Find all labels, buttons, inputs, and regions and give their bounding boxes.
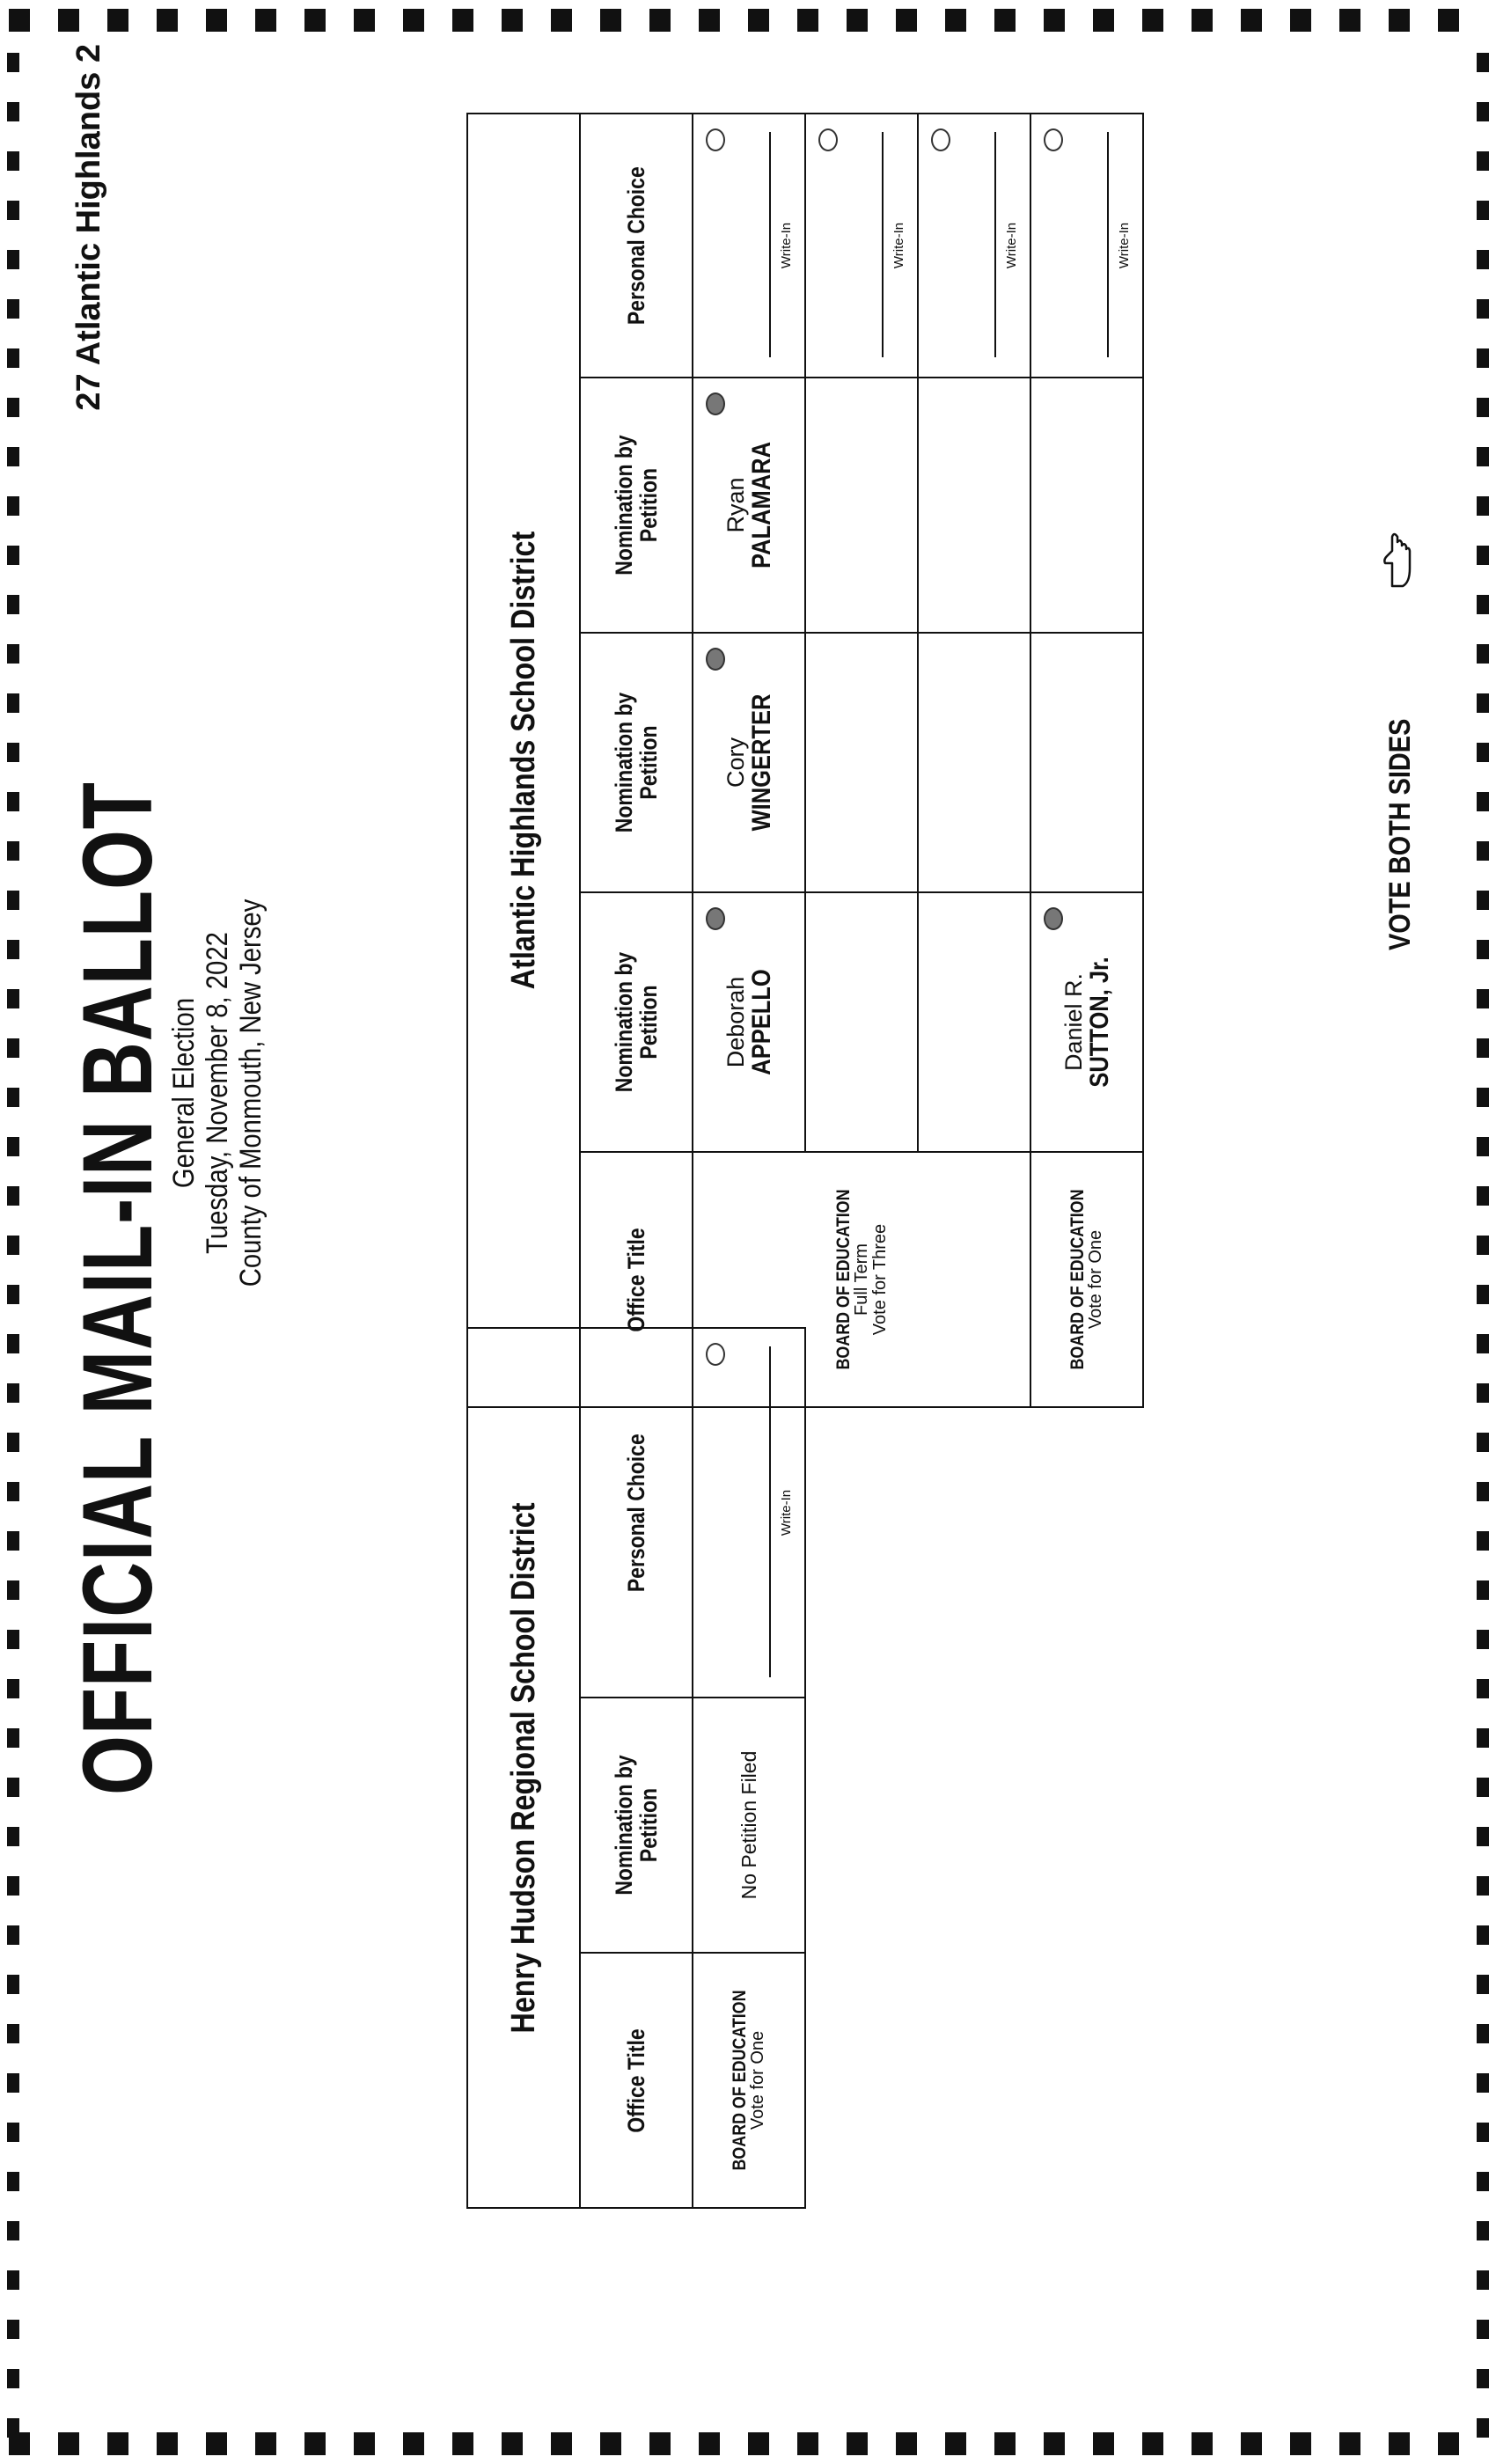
- district-title: Henry Hudson Regional School District: [467, 1394, 580, 2142]
- write-in-cell[interactable]: [693, 114, 805, 378]
- precinct-label: 27 Atlantic Highlands 2: [70, 44, 107, 411]
- write-in-line[interactable]: [994, 132, 996, 357]
- column-header: Personal Choice: [580, 1328, 693, 1698]
- office-title: BOARD OF EDUCATION Vote for One: [693, 1953, 805, 2208]
- candidate-last-name: SUTTON, Jr.: [1084, 957, 1114, 1088]
- vote-oval[interactable]: [706, 907, 725, 930]
- ballot-title: OFFICIAL MAIL-IN BALLOT: [62, 781, 172, 1795]
- column-header: Office Title: [580, 1152, 693, 1407]
- office-title: BOARD OF EDUCATION Full Term Vote for Three: [693, 1152, 1030, 1407]
- candidate-last-name: APPELLO: [746, 969, 776, 1075]
- vote-oval[interactable]: [1044, 128, 1063, 151]
- candidate-first-name: Cory: [722, 737, 749, 788]
- column-header: Nomination by Petition: [580, 1698, 693, 1953]
- write-in-line[interactable]: [1107, 132, 1109, 357]
- candidate-first-name: Deborah: [722, 976, 749, 1068]
- no-petition-cell: No Petition Filed: [693, 1698, 805, 1953]
- candidate-last-name: PALAMARA: [746, 441, 776, 569]
- candidate-cell[interactable]: [693, 892, 805, 1152]
- write-in-cell[interactable]: [1030, 114, 1143, 378]
- election-type: General Election: [167, 997, 201, 1189]
- write-in-label: Write-In: [891, 222, 906, 269]
- vote-oval[interactable]: [1044, 907, 1063, 930]
- vote-oval[interactable]: [706, 128, 725, 151]
- candidate-first-name: Daniel R.: [1060, 972, 1087, 1072]
- column-header: Nomination by Petition: [580, 892, 693, 1152]
- column-header: Office Title: [580, 1953, 693, 2208]
- vote-oval[interactable]: [818, 128, 838, 151]
- candidate-first-name: Ryan: [722, 477, 749, 533]
- empty-cell: [918, 378, 1030, 633]
- empty-cell: [918, 633, 1030, 892]
- empty-cell: [805, 378, 918, 633]
- write-in-cell[interactable]: [918, 114, 1030, 378]
- henry-hudson-contest-table: [466, 1327, 806, 2209]
- district-title: Atlantic Highlands School District: [467, 210, 580, 1310]
- write-in-line[interactable]: [769, 132, 771, 357]
- election-subtitle: [167, 782, 268, 1403]
- candidate-cell[interactable]: [693, 633, 805, 892]
- vote-oval[interactable]: [706, 392, 725, 415]
- column-header: Nomination by Petition: [580, 633, 693, 892]
- office-title: BOARD OF EDUCATION Vote for One: [1030, 1152, 1143, 1407]
- write-in-line[interactable]: [882, 132, 884, 357]
- vote-oval[interactable]: [931, 128, 950, 151]
- empty-cell: [1030, 378, 1143, 633]
- column-header: Nomination by Petition: [580, 378, 693, 633]
- empty-cell: [918, 892, 1030, 1152]
- election-date: Tuesday, November 8, 2022: [201, 932, 234, 1254]
- vote-oval[interactable]: [706, 648, 725, 671]
- write-in-cell[interactable]: [805, 114, 918, 378]
- atlantic-highlands-contest-table: [466, 113, 1144, 1408]
- candidate-last-name: WINGERTER: [746, 693, 776, 832]
- empty-cell: [805, 892, 918, 1152]
- candidate-cell[interactable]: [1030, 892, 1143, 1152]
- write-in-label: Write-In: [779, 222, 794, 269]
- write-in-label: Write-In: [1117, 222, 1132, 269]
- empty-cell: [805, 633, 918, 892]
- empty-cell: [1030, 633, 1143, 892]
- write-in-label: Write-In: [1004, 222, 1019, 269]
- write-in-label: Write-In: [779, 1489, 794, 1536]
- election-county: County of Monmouth, New Jersey: [234, 898, 268, 1287]
- vote-both-sides-notice: VOTE BOTH SIDES: [1383, 718, 1417, 950]
- candidate-cell[interactable]: [693, 378, 805, 633]
- pointing-hand-icon: [1373, 528, 1417, 590]
- column-header: Personal Choice: [580, 114, 693, 378]
